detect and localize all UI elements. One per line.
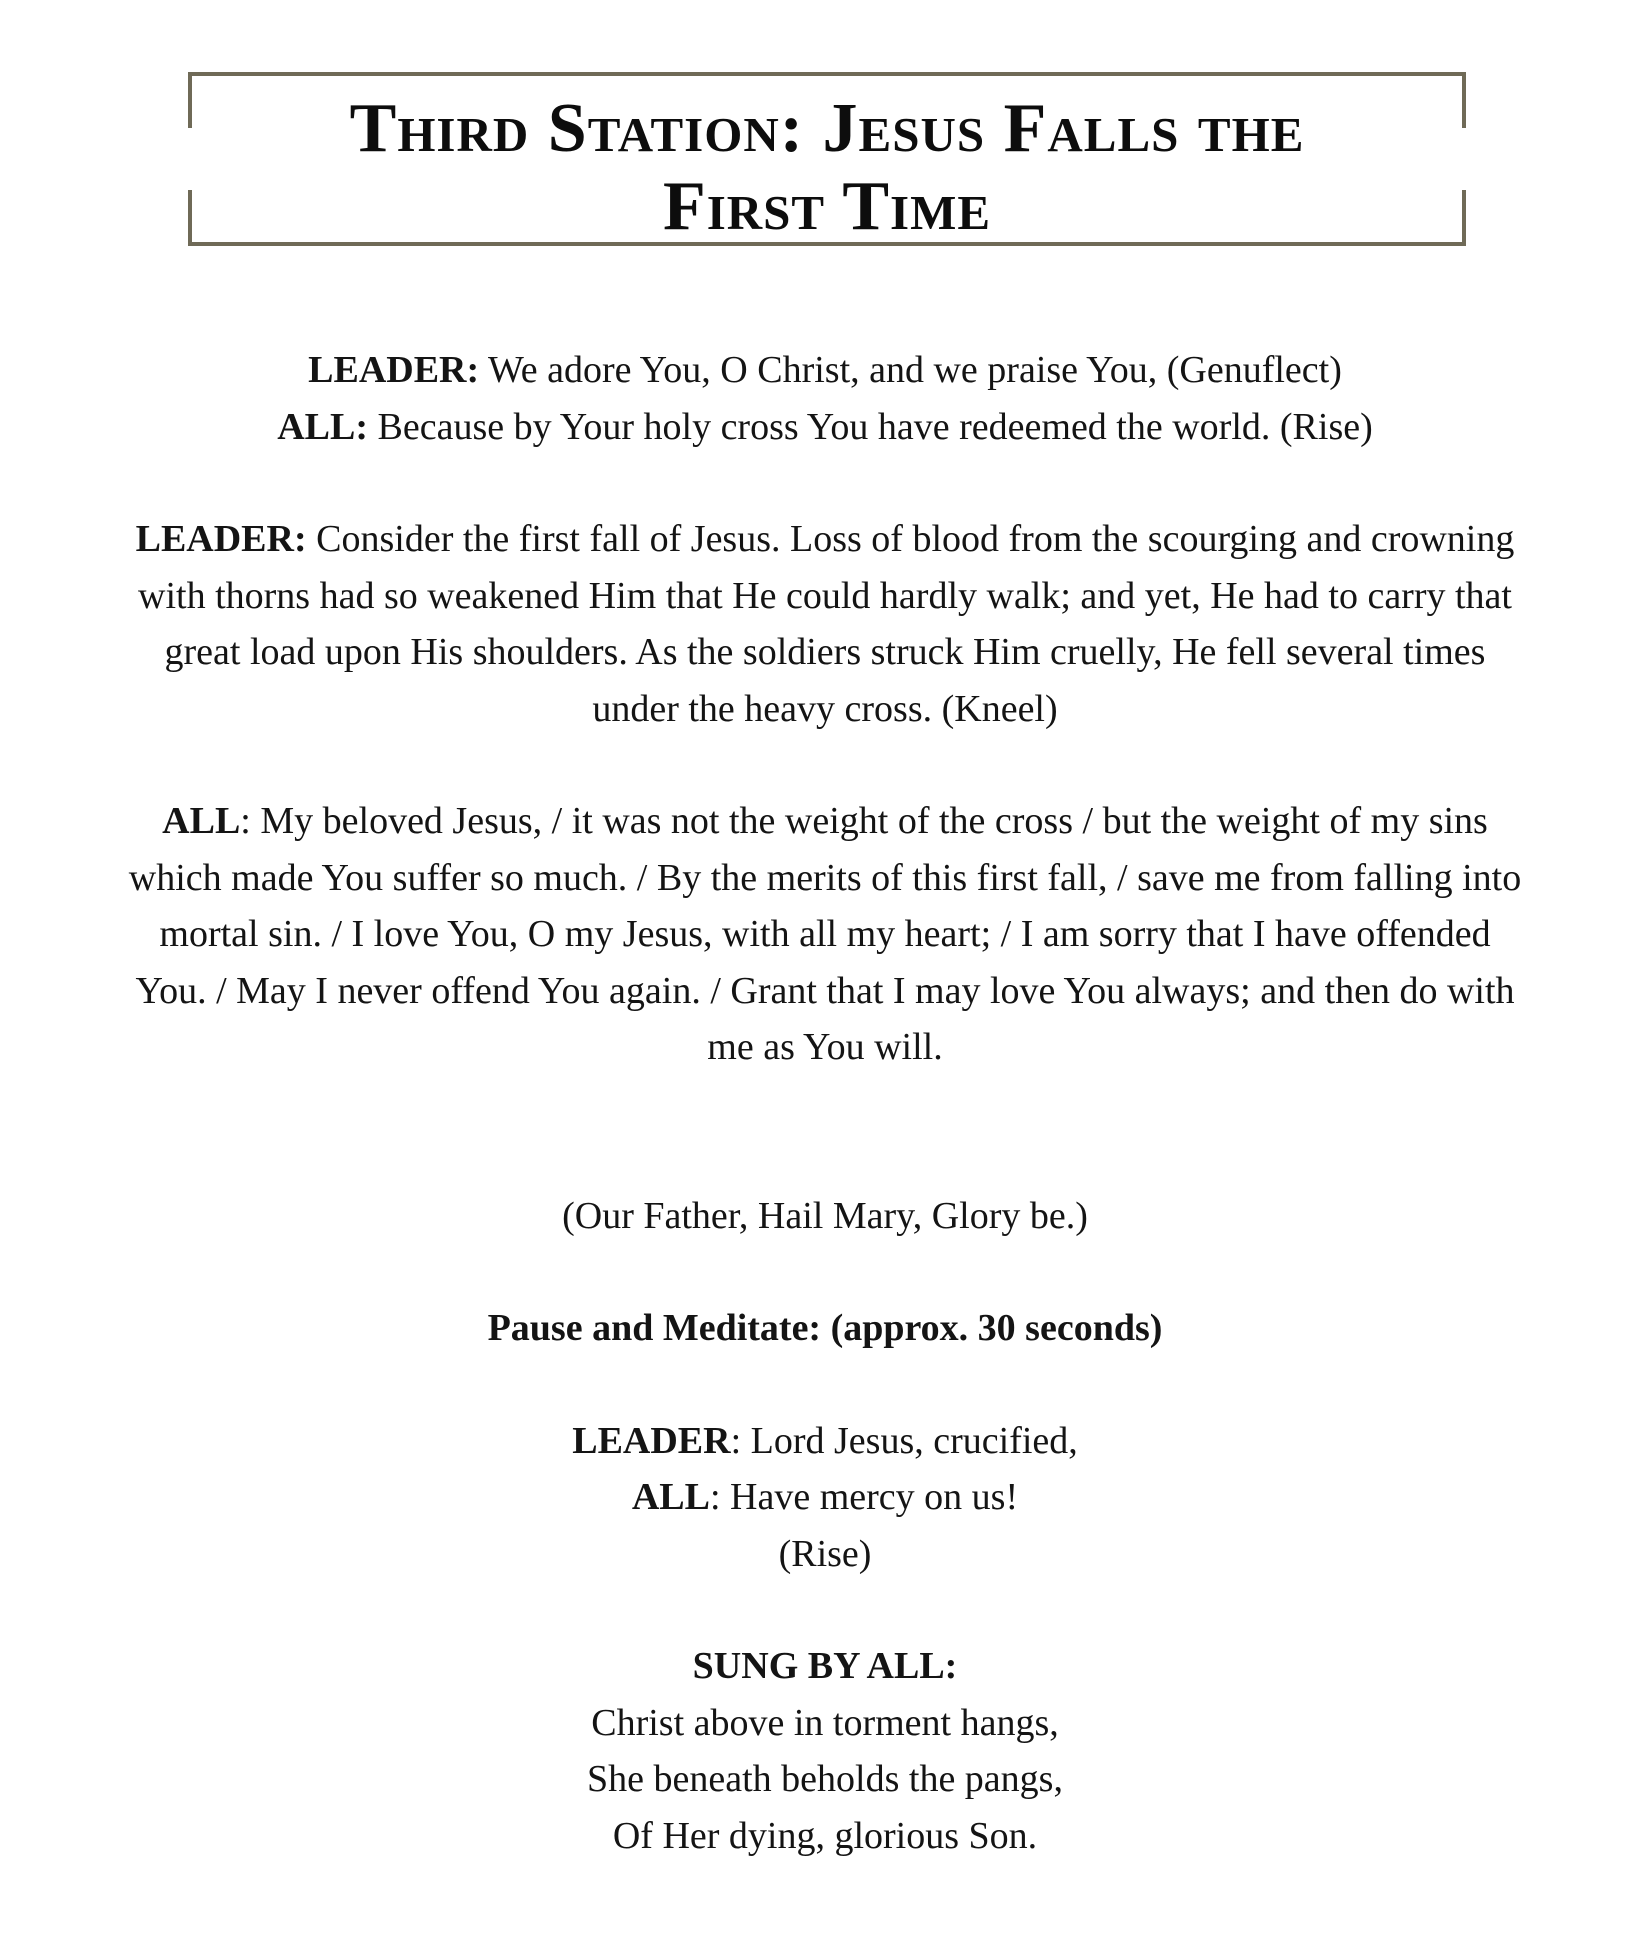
response-leader-text: : Lord Jesus, crucified, [730,1419,1078,1462]
pause-instruction [120,1300,1530,1357]
hymn-line: Christ above in torment hangs, [591,1701,1059,1744]
opening-leader-text: We adore You, O Christ, and we praise You, (Genuflect) [479,349,1342,391]
opening-leader [120,342,1530,399]
speaker-label: ALL [162,800,241,842]
speaker-label: ALL: [277,405,369,448]
rise-instruction: (Rise) [778,1532,872,1575]
response-all [120,1469,1530,1526]
response-all-text: : Have mercy on us! [710,1476,1019,1518]
spacer [120,1076,1530,1188]
prayers-note: (Our Father, Hail Mary, Glory be.) [562,1194,1088,1237]
title-line-2: First Time [662,168,992,245]
hymn-label [120,1638,1530,1695]
consideration-text: Consider the first fall of Jesus. Loss of blood from the scourging and crowning with thorns had so weakened Him that He could hardly walk; and yet, He had to carry that great load upon His shoulders. As the soldiers struck Him cruelly, He fell several times under the heavy cross. (Kneel) [138,518,1515,730]
frame-top-border [188,72,1466,76]
opening-all-text: Because by Your holy cross You have redeemed the world. (Rise) [368,405,1373,448]
prayer-text: : My beloved Jesus, / it was not the weight of the cross / but the weight of my sins which made You suffer so much. / By the merits of this first fall, / save me from falling into mortal sin. / I love You, O my Jesus, with all my heart; / I am sorry that I have offended You. / May I never offend You again. / Grant that I may love You always; and then do with me as You will. [128,800,1522,1068]
spacer [120,455,1530,511]
speaker-label: ALL [631,1476,710,1518]
response-leader [120,1413,1530,1470]
station-text [120,342,1530,1864]
speaker-label: LEADER [572,1419,731,1462]
consideration-paragraph [120,511,1530,737]
spacer [120,1582,1530,1638]
title-frame [188,72,1466,246]
opening-all [120,399,1530,456]
spacer [120,737,1530,793]
pause-text: Pause and Meditate: (approx. 30 seconds) [487,1307,1163,1349]
spacer [120,1244,1530,1300]
hymn-line: She beneath beholds the pangs, [587,1758,1063,1800]
hymn-line: Of Her dying, glorious Son. [612,1814,1038,1857]
speaker-label: LEADER: [308,349,480,391]
spacer [120,1357,1530,1413]
hymn-label-text: SUNG BY ALL: [692,1645,958,1687]
speaker-label: LEADER: [135,518,307,560]
page-title [188,90,1466,246]
prayer-paragraph [120,793,1530,1076]
title-line-1: Third Station: Jesus Falls the [349,90,1305,167]
